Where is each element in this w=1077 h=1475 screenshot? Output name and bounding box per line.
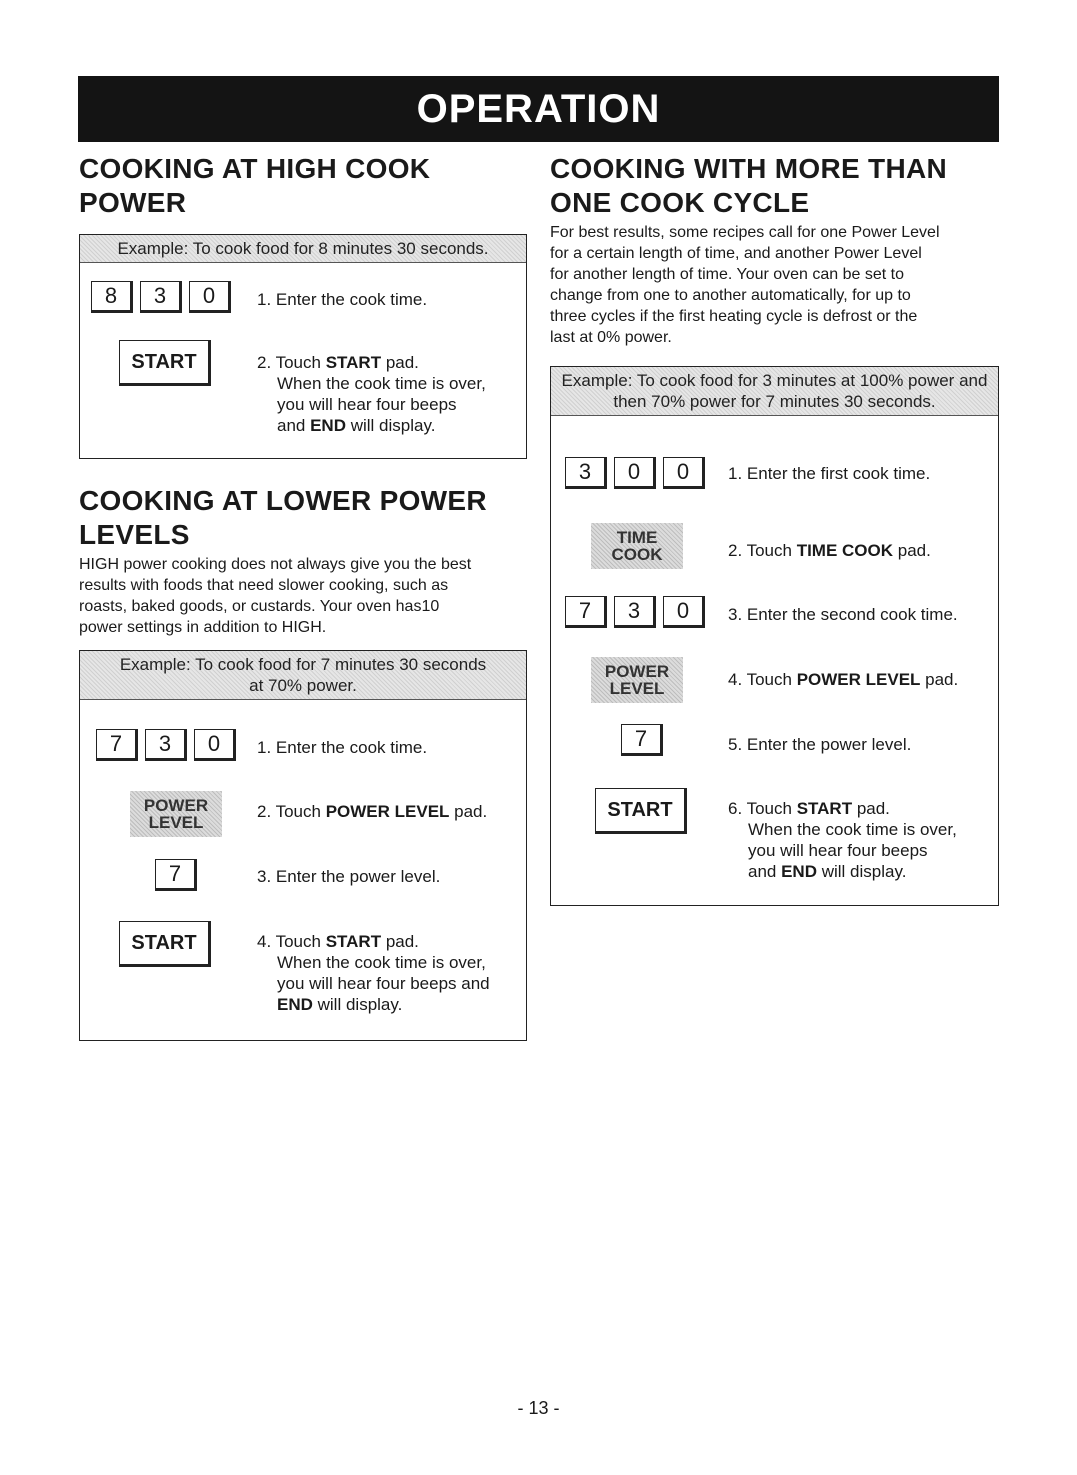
power-level-key [155,859,197,891]
keypad-entry [96,729,236,761]
right-column [550,152,999,348]
number-key: 0 [194,729,236,761]
number-key: 3 [140,281,182,313]
power-level-pad: POWER LEVEL [591,657,683,703]
number-key: 0 [663,457,705,489]
number-key: 7 [96,729,138,761]
step-4: 4. Touch POWER LEVEL pad. [728,670,959,689]
step-5: 5. Enter the power level. [728,735,912,754]
example-box-high-power [79,234,527,459]
step-3: 3. Enter the second cook time. [728,605,958,624]
number-key: 8 [91,281,133,313]
number-key: 3 [145,729,187,761]
number-key: 0 [189,281,231,313]
step-2: 2. Touch POWER LEVEL pad. [257,802,488,821]
step-2: 2. Touch START pad. When the cook time is over, you will hear four beeps and END will display. [257,353,486,435]
time-cook-pad: TIME COOK [591,523,683,569]
example-banner: Example: To cook food for 3 minutes at 100% power and then 70% power for 7 minutes 30 seconds. [551,367,998,416]
step-1: 1. Enter the cook time. [257,290,428,309]
step-2: 2. Touch TIME COOK pad. [728,541,931,560]
number-key: 0 [663,596,705,628]
number-key: 0 [614,457,656,489]
start-pad: START [119,340,211,386]
section-title-high-power: COOKING AT HIGH COOK POWER [79,153,431,218]
number-key: 3 [565,457,607,489]
step-4: 4. Touch START pad. When the cook time is over, you will hear four beeps and END will display. [257,932,490,1014]
example-box-multi-cycle [550,366,999,906]
number-key: 7 [155,859,197,891]
keypad-entry-first [565,457,705,489]
number-key: 7 [565,596,607,628]
left-column [79,152,527,220]
power-level-pad: POWER LEVEL [130,791,222,837]
section-title-lower-power: COOKING AT LOWER POWER LEVELS [79,485,487,550]
number-key: 3 [614,596,656,628]
page-banner: OPERATION [78,76,999,142]
section-title-multi-cycle: COOKING WITH MORE THAN ONE COOK CYCLE [550,153,948,218]
example-banner: Example: To cook food for 8 minutes 30 seconds. [80,235,526,263]
example-box-lower-power [79,650,527,1041]
example-banner: Example: To cook food for 7 minutes 30 seconds at 70% power. [80,651,526,700]
step-1: 1. Enter the first cook time. [728,464,931,483]
start-pad: START [595,788,687,834]
step-3: 3. Enter the power level. [257,867,441,886]
start-pad: START [119,921,211,967]
intro-paragraph: For best results, some recipes call for one Power Level for a certain length of time, and another Power Level for another length of time. Your oven can be set to change from one to another automatically, for up to three cycles if the first heating cycle is defrost or the last at 0% power. [550,224,940,346]
intro-paragraph: HIGH power cooking does not always give you the best results with foods that need slower cooking, such as roasts, baked goods, or custards. Your oven has10 power settings in addition to HIGH. [79,556,472,636]
number-key: 7 [621,724,663,756]
keypad-entry [91,281,231,313]
page-number: - 13 - [517,1398,560,1418]
power-level-key [621,724,663,756]
step-1: 1. Enter the cook time. [257,738,428,757]
step-6: 6. Touch START pad. When the cook time is over, you will hear four beeps and END will display. [728,799,957,881]
keypad-entry-second [565,596,705,628]
left-section-2 [79,484,527,638]
